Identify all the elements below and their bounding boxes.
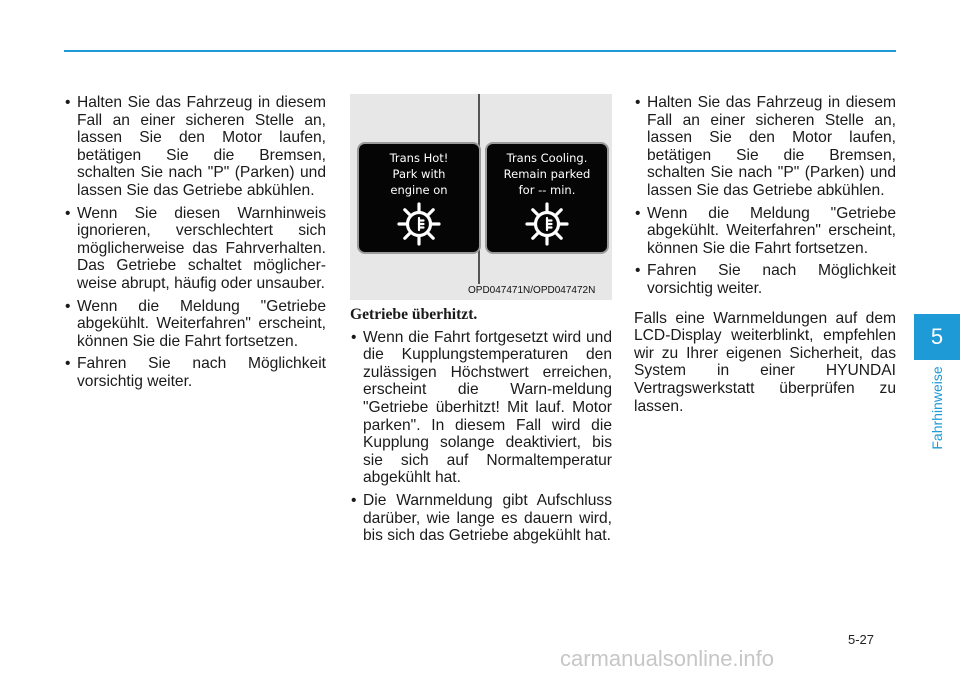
right-bullet-list (634, 94, 896, 298)
display-line: engine on (390, 183, 448, 197)
gear-warning-icon (397, 202, 441, 246)
chapter-label: Fahrhinweise (929, 366, 945, 450)
left-column (64, 94, 326, 396)
right-column (634, 94, 896, 431)
trans-hot-display (357, 142, 481, 254)
page-number: 5-27 (848, 632, 875, 647)
list-item: • Halten Sie das Fahrzeug in diesem Fall an einer sicheren Stelle an, lassen Sie den Motor laufen, betätigen Sie die Bremsen, schalten Sie nach "P" (Parken) und lassen Sie das Getriebe abkühlen. (634, 94, 896, 200)
figure-caption: OPD047471N/OPD047472N (468, 285, 596, 296)
middle-bullet-list (350, 329, 612, 545)
left-bullet-list (64, 94, 326, 391)
chapter-number-tab: 5 (914, 314, 960, 360)
gear-warning-icon (525, 202, 569, 246)
display-line: Park with (392, 167, 446, 181)
display-line: Trans Cooling. (506, 151, 588, 165)
list-item: • Die Warnmeldung gibt Aufschluss darüber, wie lange es dauern wird, bis sich das Getriebe abgekühlt hat. (350, 492, 612, 545)
trans-cooling-display (485, 142, 609, 254)
warning-display-figure (350, 94, 612, 300)
watermark: carmanualsonline.info (560, 646, 775, 671)
list-item: • Fahren Sie nach Möglichkeit vorsichtig weiter. (64, 355, 326, 390)
list-item: • Wenn Sie diesen Warnhinweis ignorieren, verschlechtert sich möglicherweise das Fahrverhalten. Das Getriebe schaltet möglicher-weise abrupt, häufig oder unsauber. (64, 205, 326, 293)
section-heading: Getriebe überhitzt. (350, 306, 478, 323)
list-item: • Halten Sie das Fahrzeug in diesem Fall an einer sicheren Stelle an, lassen Sie den Motor laufen, betätigen Sie die Bremsen, schalten Sie nach "P" (Parken) und lassen Sie das Getriebe abkühlen. (64, 94, 326, 200)
display-line: for -- min. (518, 183, 576, 197)
header-rule (64, 50, 896, 52)
middle-column (350, 94, 612, 550)
display-line: Remain parked (503, 167, 591, 181)
list-item: • Fahren Sie nach Möglichkeit vorsichtig weiter. (634, 262, 896, 297)
list-item: • Wenn die Meldung "Getriebe abgekühlt. Weiterfahren" erscheint, können Sie die Fahrt fortsetzen. (634, 205, 896, 258)
list-item: • Wenn die Fahrt fortgesetzt wird und die Kupplungstemperaturen den zulässigen Höchstwert erreichen, erscheint die Warn-meldung "Getriebe überhitzt! Mit lauf. Motor parken". In diesem Fall wird die Kupplung solange deaktiviert, bis sie sich auf Normaltemperatur abgekühlt hat. (350, 329, 612, 487)
service-paragraph: Falls eine Warnmeldungen auf dem LCD-Display weiterblinkt, empfehlen wir zu Ihrer eigenen Sicherheit, das System in einer HYUNDAI Vertragswerkstatt überprüfen zu lassen. (634, 309, 896, 415)
display-line: Trans Hot! (389, 151, 449, 165)
list-item: • Wenn die Meldung "Getriebe abgekühlt. Weiterfahren" erscheint, können Sie die Fahrt fortsetzen. (64, 298, 326, 351)
